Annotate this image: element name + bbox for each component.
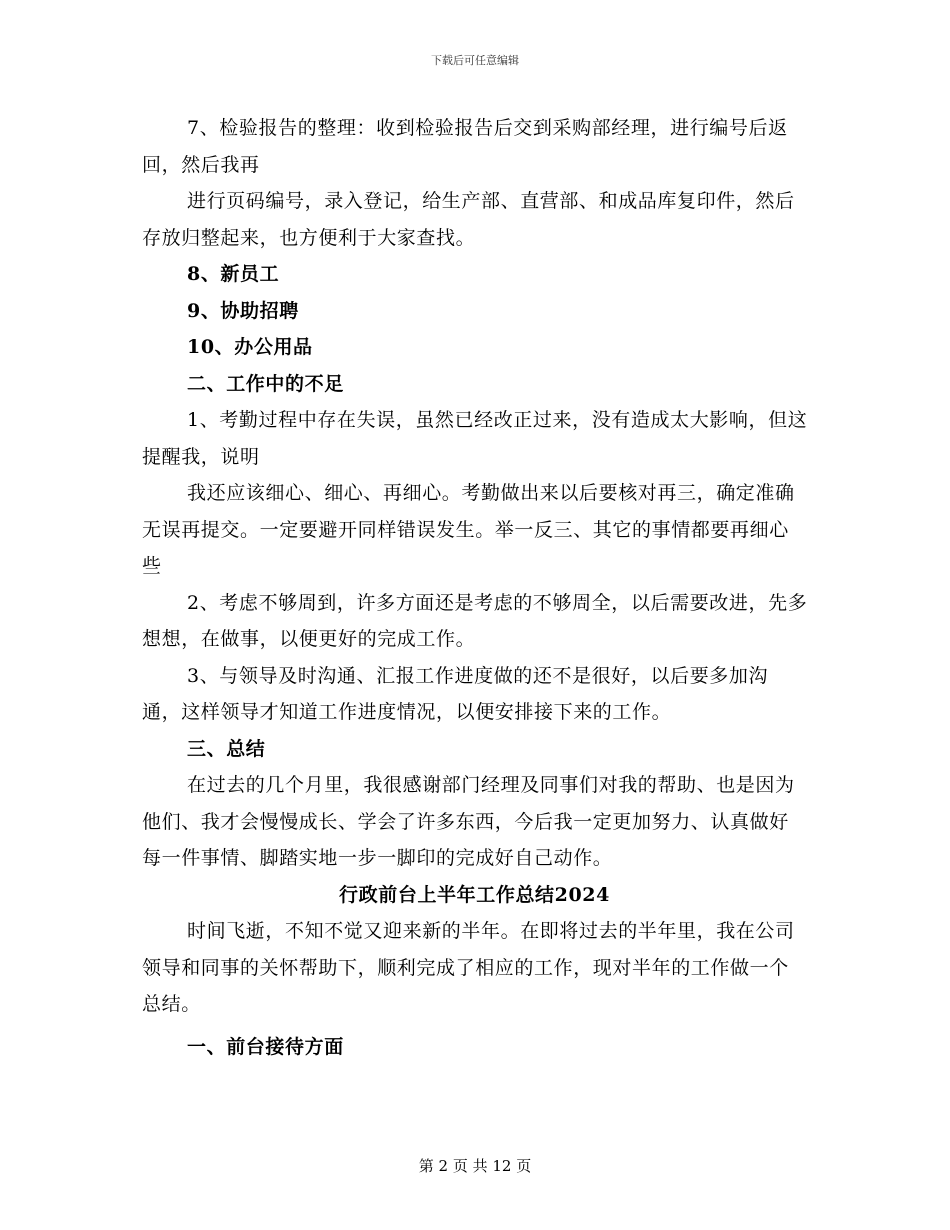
section-heading-reception: 一、前台接待方面 — [187, 1035, 344, 1058]
section-heading-summary: 三、总结 — [187, 737, 266, 760]
document-title-half-year-summary: 行政前台上半年工作总结2024 — [339, 883, 610, 906]
heading-new-employees: 8、新员工 — [187, 263, 280, 285]
heading-office-supplies: 10、办公用品 — [187, 336, 313, 358]
heading-assist-recruiting: 9、协助招聘 — [187, 299, 299, 322]
paragraph-inspection-report: 7、检验报告的整理：收到检验报告后交到采购部经理，进行编号后返回，然后我再 — [142, 117, 788, 176]
paragraph-communication: 3、与领导及时沟通、汇报工作进度做的还不是很好，以后要多加沟通，这样领导才知道工作进度情况，以便安排接下来的工作。 — [142, 664, 769, 723]
page-number-footer: 第 2 页 共 12 页 — [418, 1157, 532, 1175]
paragraph-intro: 时间飞逝，不知不觉又迎来新的半年。在即将过去的半年里，我在公司领导和同事的关怀帮助下，顺利完成了相应的工作，现对半年的工作做一个总结。 — [142, 920, 795, 1015]
paragraph-be-careful: 我还应该细心、细心、再细心。考勤做出来以后要核对再三，确定准确无误再提交。一定要避开同样错误发生。举一反三、其它的事情都要再细心些 — [142, 482, 795, 577]
paragraph-consideration: 2、考虑不够周到，许多方面还是考虑的不够周全，以后需要改进，先多想想，在做事，以便更好的完成工作。 — [142, 591, 808, 650]
paragraph-page-numbering: 进行页码编号，录入登记，给生产部、直营部、和成品库复印件，然后存放归整起来，也方便利于大家查找。 — [142, 190, 795, 249]
page-header-note: 下载后可任意编辑 — [431, 54, 519, 67]
document-body — [142, 110, 807, 1065]
section-heading-shortcomings: 二、工作中的不足 — [187, 372, 344, 395]
paragraph-gratitude: 在过去的几个月里，我很感谢部门经理及同事们对我的帮助、也是因为他们、我才会慢慢成长、学会了许多东西，今后我一定更加努力、认真做好每一件事情、脚踏实地一步一脚印的完成好自己动作。 — [142, 774, 795, 869]
paragraph-attendance-error: 1、考勤过程中存在失误，虽然已经改正过来，没有造成太大影响，但这提醒我，说明 — [142, 409, 808, 468]
